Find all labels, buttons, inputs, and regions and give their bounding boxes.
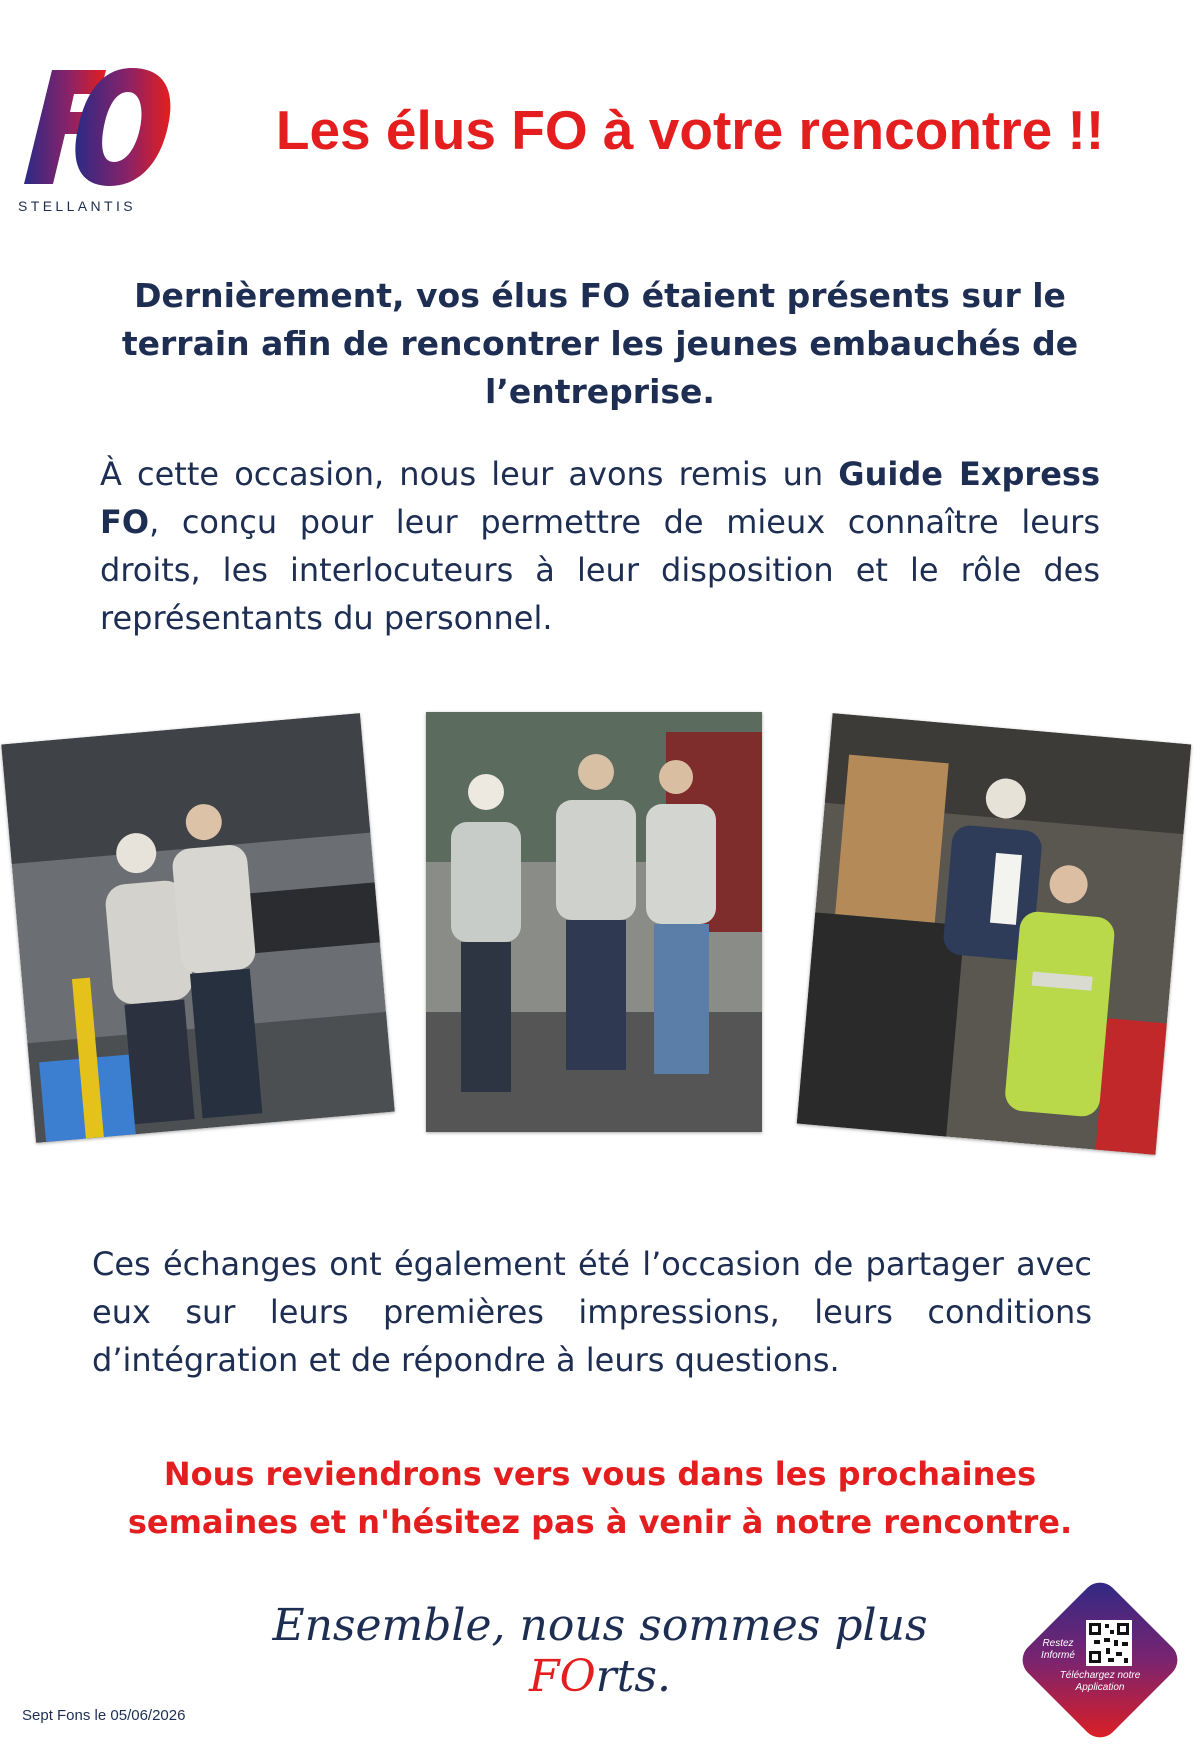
- qr-code-icon[interactable]: [1086, 1620, 1132, 1666]
- fo-logo-mark: [14, 60, 184, 200]
- paragraph-guide-start: À cette occasion, nous leur avons remis un: [100, 455, 839, 493]
- fo-stellantis-logo: [14, 60, 184, 220]
- paragraph-guide: [100, 450, 1100, 642]
- photo-workshop-three-people: [426, 712, 762, 1132]
- slogan-end: rts.: [595, 1651, 671, 1702]
- intro-text: Dernièrement, vos élus FO étaient présents sur le terrain afin de rencontrer les jeunes embauchés de l’entreprise.: [121, 276, 1079, 411]
- slogan: [200, 1600, 1000, 1702]
- guide-express-highlight: Guide Express FO: [100, 455, 1101, 541]
- closing-message: Nous reviendrons vers vous dans les prochaines semaines et n'hésitez pas à venir à notre rencontre.: [127, 1455, 1073, 1541]
- paragraph-exchanges: Ces échanges ont également été l’occasion de partager avec eux sur leurs premières impressions, leurs conditions d’intégration et de répondre à leurs questions.: [92, 1245, 1092, 1379]
- logo-subtitle: STELLANTIS: [18, 198, 137, 214]
- photo-forklift-two-people: [797, 713, 1192, 1155]
- app-download-badge[interactable]: [1010, 1570, 1190, 1750]
- page-title: Les élus FO à votre rencontre !!: [275, 99, 1105, 161]
- paragraph-guide-end: , conçu pour leur permettre de mieux connaître leurs droits, les interlocuteurs à leur disposition et le rôle des représentants du personnel.: [100, 503, 1100, 637]
- slogan-start: Ensemble, nous sommes plus: [272, 1600, 928, 1651]
- photo-workshop-two-people: [1, 713, 394, 1143]
- date-line: Sept Fons le 05/06/2026: [22, 1707, 186, 1724]
- badge-stay-informed: Restez Informé: [1041, 1638, 1075, 1661]
- badge-download-app: Téléchargez notre Application: [1059, 1670, 1141, 1693]
- slogan-fo: FO: [529, 1651, 596, 1702]
